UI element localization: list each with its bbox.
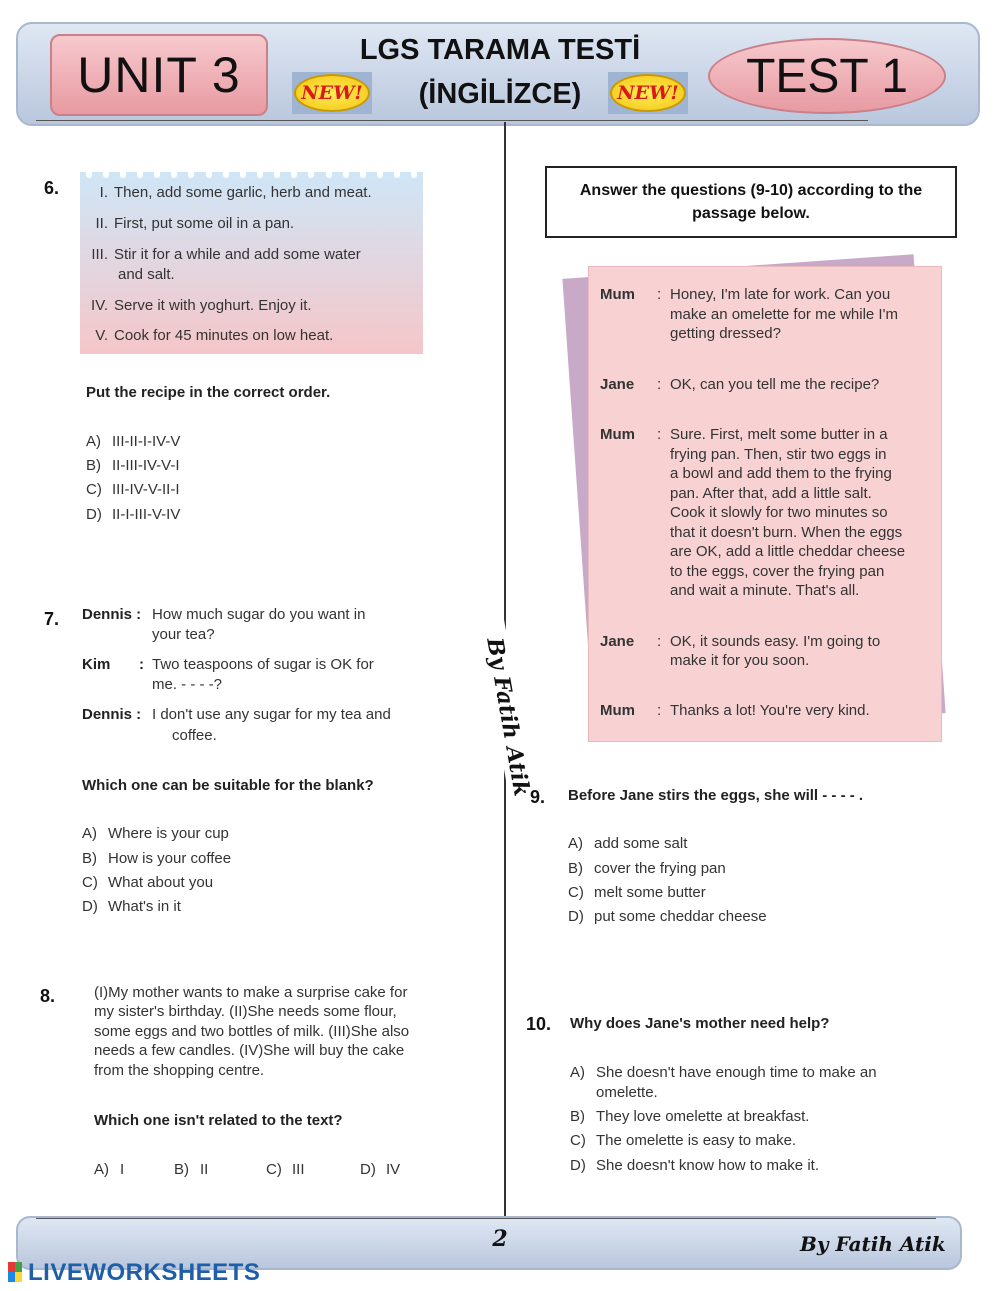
question-prompt: Which one isn't related to the text? [94,1112,343,1129]
passage-line: from the shopping centre. [94,1062,265,1079]
answer-option[interactable]: C) III-IV-V-II-I [86,481,180,498]
answer-option[interactable]: D) She doesn't know how to make it. [570,1157,819,1174]
passage-line: and wait a minute. That's all. [670,582,860,599]
recipe-step: IV. Serve it with yoghurt. Enjoy it. [91,297,312,314]
test-label: TEST 1 [708,38,946,114]
passage-line: are OK, add a little cheddar cheese [670,543,906,560]
recipe-step: II. First, put some oil in a pan. [95,215,295,232]
brand-name[interactable]: LIVEWORKSHEETS [28,1259,261,1286]
dialogue-speaker: Dennis : [82,606,142,623]
passage-line: Thanks a lot! You're very kind. [670,702,870,719]
answer-option[interactable]: A) add some salt [568,835,688,852]
passage-line: getting dressed? [670,325,781,342]
question-number: 8. [40,986,56,1006]
vertical-byline: By Fatih Atik [478,616,538,817]
answer-option[interactable]: B) II [174,1161,209,1178]
answer-option[interactable]: A) She doesn't have enough time to make an [570,1064,877,1081]
answer-option[interactable]: D) II-I-III-V-IV [86,506,181,523]
footer-divider [36,1218,936,1219]
answer-option[interactable]: A) Where is your cup [82,825,229,842]
answer-option[interactable]: A) I [94,1161,125,1178]
passage-line: (I)My mother wants to make a surprise cake for [94,984,408,1001]
page-title: LGS TARAMA TESTİ [359,34,641,66]
answer-option[interactable]: B) II-III-IV-V-I [86,457,180,474]
footer-byline: By Fatih Atik [800,1232,946,1256]
dialogue-speaker: Kim [82,656,111,673]
new-badge-icon [608,72,688,114]
question-number: 9. [530,787,546,807]
recipe-step: I. Then, add some garlic, herb and meat. [99,184,372,201]
answer-option[interactable]: C) What about you [82,874,214,891]
page-number: 2 [492,1226,508,1252]
answer-option[interactable]: C) melt some butter [568,884,706,901]
passage-line: needs a few candles. (IV)She will buy the cake [94,1042,405,1059]
passage-line: that it doesn't burn. When the eggs [670,524,903,541]
instruction-line: passage below. [692,205,810,222]
passage-line: Sure. First, melt some butter in a [670,426,888,443]
dialogue-speaker: Dennis : [82,706,142,723]
passage-speaker: Jane [600,633,635,650]
question-number: 6. [44,178,60,198]
dialogue-line: I don't use any sugar for my tea and [152,706,391,723]
question-number: 10. [526,1014,552,1034]
passage-speaker: Mum [600,426,635,443]
header-divider [36,120,868,121]
liveworksheets-logo-icon [8,1262,22,1282]
passage-line: my sister's birthday. (II)She needs some flour, [94,1003,397,1020]
passage-line: pan. After that, add a little salt. [670,485,872,502]
answer-option[interactable]: B) How is your coffee [82,850,232,867]
passage-line: frying pan. Then, stir two eggs in [670,446,887,463]
passage-line: OK, it sounds easy. I'm going to [670,633,881,650]
answer-option-continued: omelette. [596,1084,658,1101]
new-badge-label: NEW! [294,74,370,112]
page-subtitle: (İNGİLİZCE) [418,78,582,110]
passage-line: some eggs and two bottles of milk. (III)She also [94,1023,410,1040]
answer-option[interactable]: D) What's in it [82,898,181,915]
new-badge-icon [292,72,372,114]
recipe-step: III. Stir it for a while and add some water [91,246,361,263]
answer-option[interactable]: D) put some cheddar cheese [568,908,767,925]
answer-option[interactable]: D) IV [360,1161,401,1178]
passage-speaker: Mum [600,286,635,303]
passage-line: Cook it slowly for two minutes so [670,504,888,521]
question-prompt: Before Jane stirs the eggs, she will - - - - . [568,787,864,804]
recipe-step-continued: and salt. [118,266,175,283]
passage-line: make it for you soon. [670,652,810,669]
passage-line: OK, can you tell me the recipe? [670,376,880,393]
answer-option[interactable]: B) cover the frying pan [568,860,726,877]
passage-line: a bowl and add them to the frying [670,465,892,482]
question-prompt: Why does Jane's mother need help? [570,1015,830,1032]
dialogue-line: coffee. [172,727,217,744]
dialogue-line: How much sugar do you want in [152,606,366,623]
instruction-line: Answer the questions (9-10) according to the [579,182,923,199]
answer-option[interactable]: A) III-II-I-IV-V [86,433,181,450]
recipe-step: V. Cook for 45 minutes on low heat. [95,327,334,344]
dialogue-line: me. - - - -? [152,676,222,693]
answer-option[interactable]: B) They love omelette at breakfast. [570,1108,810,1125]
dialogue-line: Two teaspoons of sugar is OK for [152,656,374,673]
passage-speaker: Mum [600,702,635,719]
dialogue-colon: : [139,656,144,673]
passage-line: make an omelette for me while I'm [670,306,898,323]
notepad-holes [80,170,423,178]
passage-line: Honey, I'm late for work. Can you [670,286,891,303]
question-prompt: Put the recipe in the correct order. [86,384,331,401]
dialogue-line: your tea? [152,626,215,643]
new-badge-label: NEW! [610,74,686,112]
instruction-box [545,166,957,238]
question-prompt: Which one can be suitable for the blank? [82,777,374,794]
answer-option[interactable]: C) The omelette is easy to make. [570,1132,797,1149]
answer-option[interactable]: C) III [266,1161,305,1178]
passage-line: to the eggs, cover the frying pan [670,563,885,580]
question-number: 7. [44,609,60,629]
unit-label: UNIT 3 [50,34,268,116]
passage-speaker: Jane [600,376,635,393]
